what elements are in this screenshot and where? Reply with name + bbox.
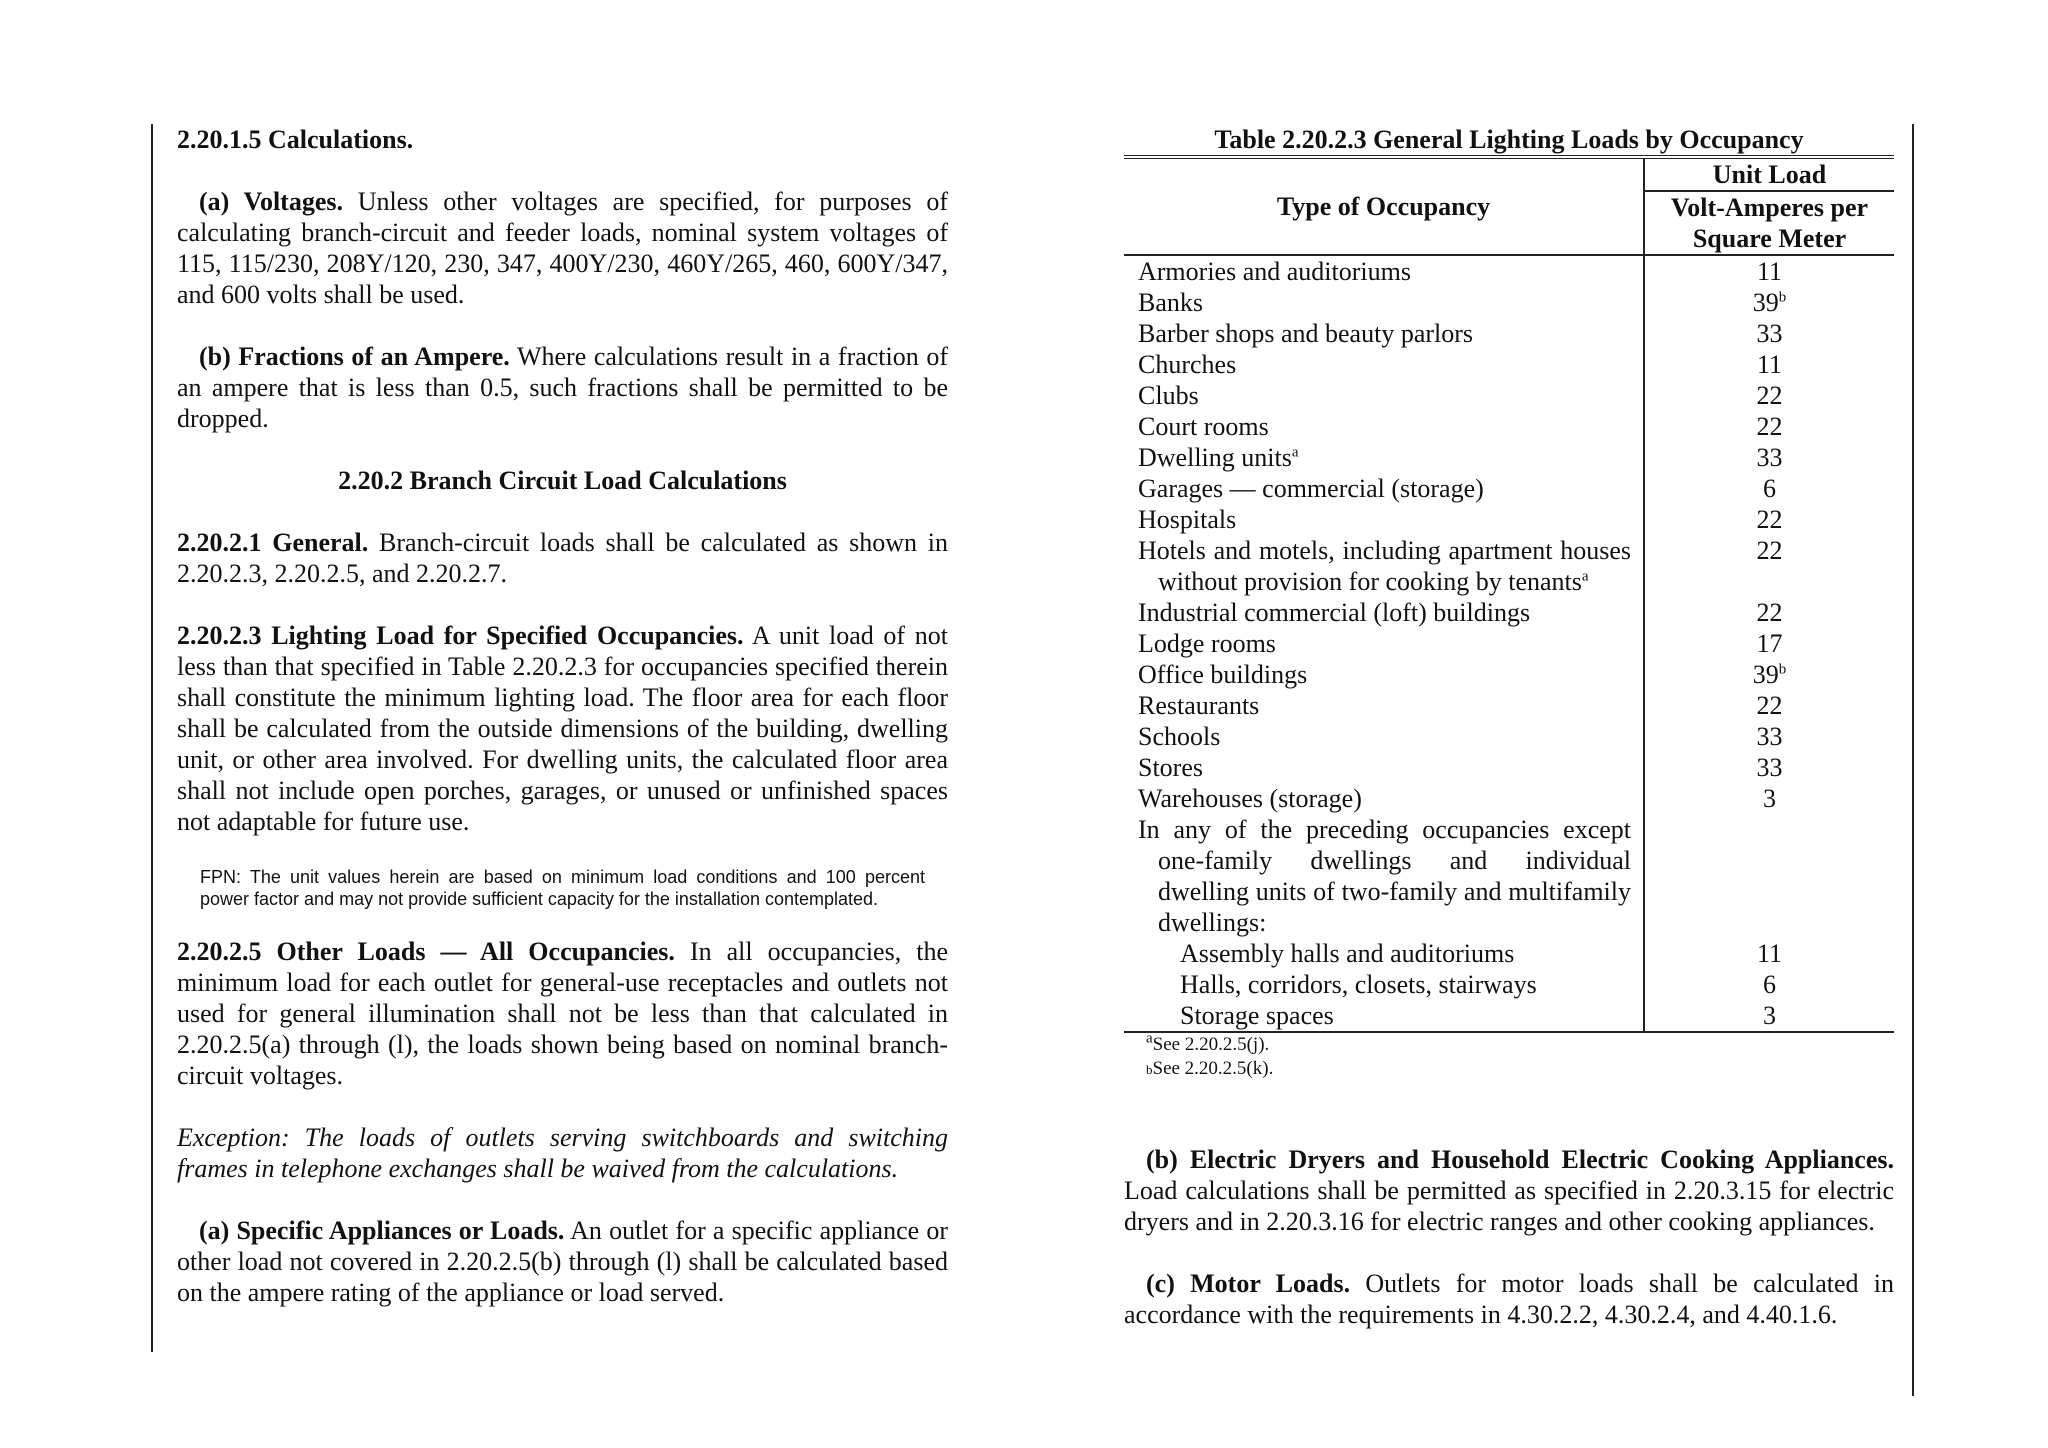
- paragraph-electric-dryers: [1124, 1144, 1894, 1237]
- occupancy-cell: [1124, 535, 1644, 597]
- occupancy-cell: [1124, 473, 1644, 504]
- footnote-b-text: See 2.20.2.5(k).: [1152, 1058, 1274, 1079]
- unit-load-value: 11: [1756, 257, 1783, 286]
- unit-load-cell: [1644, 504, 1894, 535]
- unit-load-value: 33: [1756, 319, 1783, 348]
- text-motor-loads: Outlets for motor loads shall be calculated in accordance with the requirements in 4.30.2.2, 4.30.2.4, and 4.40.1.6.: [1124, 1269, 1894, 1329]
- unit-load-value: 22: [1756, 412, 1783, 441]
- occupancy-cell: [1124, 1000, 1644, 1032]
- unit-load-cell: [1644, 628, 1894, 659]
- table-row: [1124, 535, 1894, 597]
- unit-load-cell: [1644, 752, 1894, 783]
- unit-load-cell: [1644, 969, 1894, 1000]
- occupancy-name: Storage spaces: [1180, 1001, 1334, 1030]
- occupancy-cell: [1124, 938, 1644, 969]
- occupancy-name: Warehouses (storage): [1138, 784, 1362, 813]
- occupancy-name: Hotels and motels, including apartment houses without provision for cooking by tenants: [1138, 536, 1631, 596]
- occupancy-name: Stores: [1138, 753, 1203, 782]
- paragraph-voltages: [177, 186, 948, 310]
- unit-load-cell: [1644, 659, 1894, 690]
- label-specific-appliances: (a) Specific Appliances or Loads.: [199, 1216, 565, 1245]
- occupancy-name: Office buildings: [1138, 660, 1308, 689]
- occupancy-name: Lodge rooms: [1138, 629, 1276, 658]
- occupancy-cell: [1124, 814, 1644, 938]
- unit-load-cell: [1644, 783, 1894, 814]
- unit-load-value: 22: [1756, 381, 1783, 410]
- unit-load-value: 3: [1763, 784, 1776, 813]
- paragraph-lighting-load: [177, 620, 948, 837]
- unit-load-cell: [1644, 349, 1894, 380]
- heading-calculations: 2.20.1.5 Calculations.: [177, 125, 414, 154]
- occupancy-name: Court rooms: [1138, 412, 1269, 441]
- right-column: [1124, 124, 1894, 1330]
- fpn-note: FPN: The unit values herein are based on minimum load conditions and 100 percent power factor and may not provide sufficient capacity for the installation contemplated.: [200, 867, 925, 909]
- paragraph-general: [177, 527, 948, 589]
- unit-load-value: 39: [1752, 288, 1779, 317]
- right-margin-rule: [1912, 124, 1914, 1396]
- paragraph-fractions: [177, 341, 948, 434]
- occupancy-cell: [1124, 255, 1644, 287]
- label-other-loads: 2.20.2.5 Other Loads — All Occupancies.: [177, 937, 675, 966]
- occupancy-cell: [1124, 659, 1644, 690]
- unit-load-value: 11: [1756, 350, 1783, 379]
- text-general: Branch-circuit loads shall be calculated as shown in 2.20.2.3, 2.20.2.5, and 2.20.2.7.: [177, 528, 949, 588]
- occupancy-name: Barber shops and beauty parlors: [1138, 319, 1474, 348]
- unit-load-value: 33: [1756, 443, 1783, 472]
- label-electric-dryers: (b) Electric Dryers and Household Electric Cooking Appliances.: [1146, 1145, 1894, 1174]
- table-row: [1124, 349, 1894, 380]
- table-row: [1124, 287, 1894, 318]
- occupancy-name: Garages — commercial (storage): [1138, 474, 1484, 503]
- footnote-a-mark: a: [1146, 1030, 1153, 1047]
- table-row: [1124, 411, 1894, 442]
- occupancy-name: Schools: [1138, 722, 1221, 751]
- occupancy-cell: [1124, 783, 1644, 814]
- occupancy-cell: [1124, 318, 1644, 349]
- left-column: [177, 124, 948, 1308]
- occupancy-cell: [1124, 969, 1644, 1000]
- table-row: [1124, 318, 1894, 349]
- section-heading: 2.20.2 Branch Circuit Load Calculations: [338, 466, 787, 495]
- occupancy-name: Dwelling units: [1138, 443, 1292, 472]
- unit-load-value: 33: [1756, 722, 1783, 751]
- exception-text: Exception: The loads of outlets serving switchboards and switching frames in telephone exchanges shall be waived from the calculations.: [177, 1123, 948, 1183]
- occupancy-name: In any of the preceding occupancies except one-family dwellings and individual dwelling units of two-family and multifamily dwellings:: [1138, 815, 1631, 937]
- unit-load-cell: [1644, 380, 1894, 411]
- text-other-loads: In all occupancies, the minimum load for each outlet for general-use receptacles and outlets not used for general illumination shall not be less than that calculated in 2.20.2.5(a) through (l), the loads shown being based on nominal branch-circuit voltages.: [177, 937, 948, 1090]
- paragraph-motor-loads: [1124, 1268, 1894, 1330]
- occupancy-name: Clubs: [1138, 381, 1199, 410]
- occupancy-cell: [1124, 690, 1644, 721]
- unit-load-value: 11: [1756, 939, 1783, 968]
- unit-load-value: 33: [1756, 753, 1783, 782]
- label-general: 2.20.2.1 General.: [177, 528, 369, 557]
- table-row: [1124, 938, 1894, 969]
- unit-load-footnote-mark: b: [1778, 661, 1787, 678]
- occupancy-footnote-mark: a: [1291, 444, 1299, 461]
- table-row: [1124, 1000, 1894, 1032]
- unit-load-value: 39: [1752, 660, 1779, 689]
- table-row: [1124, 752, 1894, 783]
- occupancy-load-table: [1124, 155, 1894, 1033]
- header-unit-load: Unit Load: [1644, 157, 1894, 191]
- unit-load-cell: [1644, 814, 1894, 938]
- occupancy-cell: [1124, 597, 1644, 628]
- table-row: [1124, 442, 1894, 473]
- footnote-a: [1146, 1030, 1894, 1057]
- table-row: [1124, 380, 1894, 411]
- text-electric-dryers: Load calculations shall be permitted as specified in 2.20.3.15 for electric dryers and in 2.20.3.16 for electric ranges and other cooking appliances.: [1124, 1176, 1894, 1236]
- table-title: Table 2.20.2.3 General Lighting Loads by Occupancy: [1214, 125, 1804, 154]
- unit-load-value: 17: [1756, 629, 1783, 658]
- unit-load-cell: [1644, 255, 1894, 287]
- occupancy-name: Restaurants: [1138, 691, 1260, 720]
- unit-load-value: 22: [1756, 536, 1783, 565]
- occupancy-name: Hospitals: [1138, 505, 1237, 534]
- unit-load-cell: [1644, 411, 1894, 442]
- unit-load-value: 6: [1763, 970, 1776, 999]
- table-row: [1124, 255, 1894, 287]
- occupancy-name: Assembly halls and auditoriums: [1180, 939, 1515, 968]
- table-footnotes: [1124, 1030, 1894, 1082]
- occupancy-cell: [1124, 411, 1644, 442]
- unit-load-value: 22: [1756, 505, 1783, 534]
- unit-load-cell: [1644, 938, 1894, 969]
- occupancy-name: Armories and auditoriums: [1138, 257, 1411, 286]
- text-voltages: Unless other voltages are specified, for purposes of calculating branch-circuit and feeder loads, nominal system voltages of 115, 115/230, 208Y/120, 230, 347, 400Y/230, 460Y/265, 460, 600Y/347, and 600 volts shall be used.: [177, 187, 949, 309]
- occupancy-footnote-mark: a: [1581, 568, 1589, 585]
- table-row: [1124, 721, 1894, 752]
- occupancy-name: Banks: [1138, 288, 1203, 317]
- paragraph-specific-appliances: [177, 1215, 948, 1308]
- unit-load-cell: [1644, 597, 1894, 628]
- unit-load-cell: [1644, 442, 1894, 473]
- occupancy-cell: [1124, 442, 1644, 473]
- label-fractions: (b) Fractions of an Ampere.: [199, 342, 510, 371]
- table-row: [1124, 783, 1894, 814]
- unit-load-cell: [1644, 287, 1894, 318]
- label-motor-loads: (c) Motor Loads.: [1146, 1269, 1351, 1298]
- table-row: [1124, 473, 1894, 504]
- occupancy-cell: [1124, 380, 1644, 411]
- occupancy-cell: [1124, 721, 1644, 752]
- unit-load-value: 3: [1763, 1001, 1776, 1030]
- occupancy-cell: [1124, 752, 1644, 783]
- unit-load-value: 22: [1756, 598, 1783, 627]
- unit-load-cell: [1644, 473, 1894, 504]
- table-row: [1124, 597, 1894, 628]
- paragraph-other-loads: [177, 936, 948, 1091]
- unit-load-footnote-mark: b: [1778, 289, 1787, 306]
- occupancy-name: Halls, corridors, closets, stairways: [1180, 970, 1537, 999]
- unit-load-value: 22: [1756, 691, 1783, 720]
- unit-load-cell: [1644, 721, 1894, 752]
- text-lighting-load: A unit load of not less than that specified in Table 2.20.2.3 for occupancies specified therein shall constitute the minimum lighting load. The floor area for each floor shall be calculated from the outside dimensions of the building, dwelling unit, or other area involved. For dwelling units, the calculated floor area shall not include open porches, garages, or unused or unfinished spaces not adaptable for future use.: [177, 621, 948, 836]
- label-lighting-load: 2.20.2.3 Lighting Load for Specified Occupancies.: [177, 621, 744, 650]
- footnote-b: [1146, 1057, 1894, 1082]
- occupancy-cell: [1124, 628, 1644, 659]
- footnote-b-mark: b: [1146, 1062, 1153, 1077]
- table-row: [1124, 814, 1894, 938]
- unit-load-value: 6: [1763, 474, 1776, 503]
- text-specific-appliances: An outlet for a specific appliance or other load not covered in 2.20.2.5(b) through (l) shall be calculated based on the ampere rating of the appliance or load served.: [177, 1216, 948, 1307]
- table-row: [1124, 504, 1894, 535]
- unit-load-cell: [1644, 535, 1894, 597]
- unit-load-cell: [1644, 1000, 1894, 1032]
- footnote-a-text: See 2.20.2.5(j).: [1152, 1034, 1270, 1055]
- occupancy-cell: [1124, 349, 1644, 380]
- text-fractions: Where calculations result in a fraction of an ampere that is less than 0.5, such fractions shall be permitted to be dropped.: [177, 342, 949, 433]
- table-row: [1124, 659, 1894, 690]
- header-type-of-occupancy: Type of Occupancy: [1124, 157, 1644, 255]
- unit-load-cell: [1644, 318, 1894, 349]
- occupancy-cell: [1124, 504, 1644, 535]
- table-body: [1124, 255, 1894, 1032]
- header-volt-amperes: Volt-Amperes per Square Meter: [1644, 191, 1894, 255]
- occupancy-cell: [1124, 287, 1644, 318]
- unit-load-cell: [1644, 690, 1894, 721]
- label-voltages: (a) Voltages.: [199, 187, 343, 216]
- left-margin-rule: [151, 124, 153, 1352]
- table-row: [1124, 628, 1894, 659]
- occupancy-name: Churches: [1138, 350, 1237, 379]
- occupancy-name: Industrial commercial (loft) buildings: [1138, 598, 1531, 627]
- table-row: [1124, 969, 1894, 1000]
- table-row: [1124, 690, 1894, 721]
